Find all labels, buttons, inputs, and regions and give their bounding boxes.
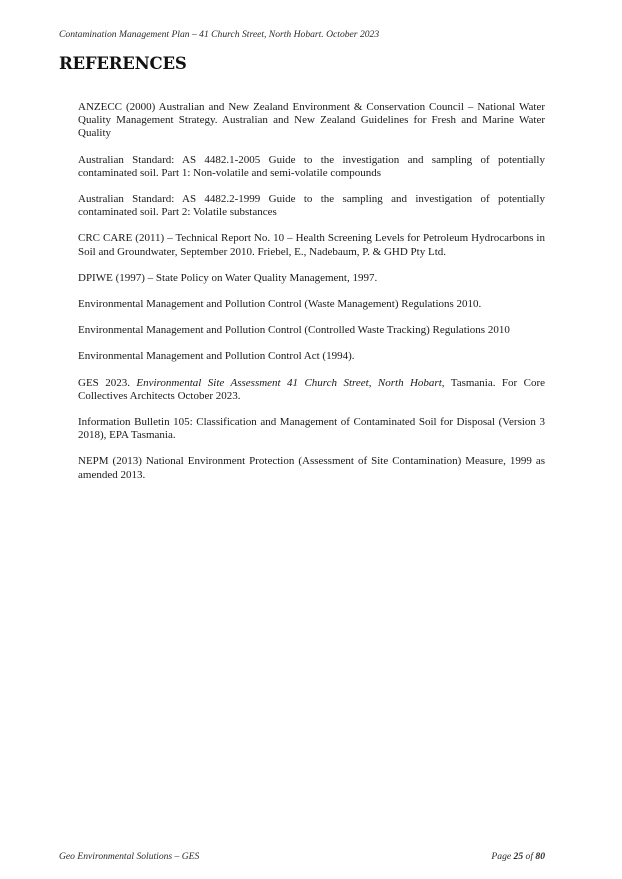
reference-ges-title: Environmental Site Assessment 41 Church Street, North Hobart [136,376,442,389]
reference-anzecc: ANZECC (2000) Australian and New Zealand Environment & Conservation Council – National Water Quality Management Strategy. Australian and New Zealand Guidelines for Fresh and Marine Water Quality [78,101,545,140]
reference-crc-care: CRC CARE (2011) – Technical Report No. 10 – Health Screening Levels for Petroleum Hydrocarbons in Soil and Groundwater, September 2010. Friebel, E., Nadebaum, P. & GHD Pty Ltd. [78,232,545,258]
reference-ges-suffix: , Tasmania. For Core Collectives Architects October 2023. [78,376,546,402]
reference-ges-prefix: GES 2023. [78,376,137,389]
reference-info-bulletin-105: Information Bulletin 105: Classification and Management of Contaminated Soil for Disposal (Version 3 2018), EPA Tasmania. [78,416,545,442]
running-header: Contamination Management Plan – 41 Church Street, North Hobart. October 2023 [59,29,380,40]
reference-as-4482-2: Australian Standard: AS 4482.2-1999 Guide to the sampling and investigation of potentially contaminated soil. Part 2: Volatile substances [78,193,545,219]
reference-ges-2023 [78,377,545,403]
reference-nepm: NEPM (2013) National Environment Protection (Assessment of Site Contamination) Measure, 1999 as amended 2013. [78,455,545,481]
reference-waste-regulations: Environmental Management and Pollution Control (Waste Management) Regulations 2010. [78,298,482,311]
running-footer [59,851,545,862]
reference-dpiwe: DPIWE (1997) – State Policy on Water Quality Management, 1997. [78,271,378,284]
footer-organisation: Geo Environmental Solutions – GES [59,851,200,862]
page-title: REFERENCES [59,54,187,73]
reference-waste-tracking-regulations: Environmental Management and Pollution Control (Controlled Waste Tracking) Regulations 2010 [78,324,510,337]
reference-epmc-act: Environmental Management and Pollution Control Act (1994). [78,350,355,363]
reference-list [78,101,545,495]
page-number: 25 [513,851,524,862]
total-pages: 80 [535,851,545,862]
of-label: of [525,851,533,862]
reference-as-4482-1: Australian Standard: AS 4482.1-2005 Guide to the investigation and sampling of potentially contaminated soil. Part 1: Non-volatile and semi-volatile compounds [78,153,545,179]
page-indicator [491,851,545,862]
page-label: Page [491,851,512,862]
